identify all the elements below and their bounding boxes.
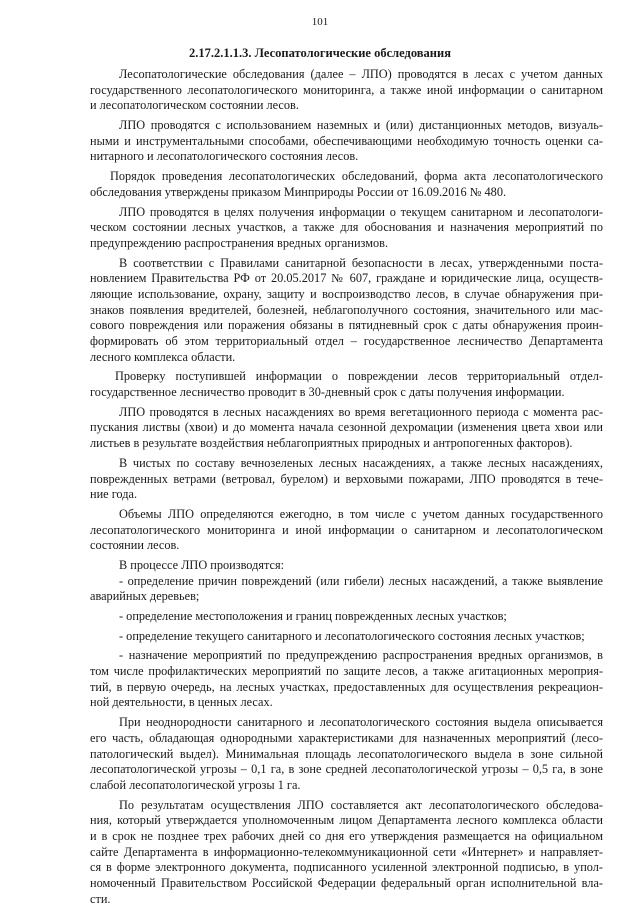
text-line: обследования утверждены приказом Минприроды России от 16.09.2016 № 480. — [90, 184, 507, 199]
paragraph — [90, 205, 603, 252]
paragraph — [90, 256, 603, 366]
text-line: ЛПО проводятся с использованием наземных и (или) дистанционных методов, визуаль- — [119, 118, 603, 133]
text-line: лесопатологической угрозы – 0,1 га, в зоне средней лесопатологической угрозы – 0,5 га, в зоне — [90, 762, 603, 777]
text-line: номоченный Правительством Российской Федерации федеральный орган исполнительной вла- — [90, 876, 603, 890]
paragraph — [90, 507, 603, 554]
text-line: ной деятельности, в ценных лесах. — [90, 695, 273, 710]
text-line: По результатам осуществления ЛПО составляется акт лесопатологического обследова- — [119, 797, 603, 812]
text-line: - определение местоположения и границ поврежденных лесных участков; — [119, 609, 507, 623]
text-line: ляющие использование, охрану, защиту и воспроизводство лесов, в случае обнаружения при- — [90, 286, 603, 301]
text-line: пускания листвы (хвои) и до момента начала сезонной дехромации (изменения цвета хвои или — [90, 420, 603, 435]
paragraph — [90, 405, 603, 452]
section-title: 2.17.2.1.1.3. Лесопатологические обследования — [189, 46, 451, 60]
text-line: поврежденных ветрами (ветровал, бурелом) и верховыми пожарами, ЛПО проводятся в тече- — [90, 471, 603, 486]
text-line: предупреждению распространения вредных организмов. — [90, 235, 389, 250]
text-line: лесопатологического мониторинга и иной информации о санитарном и лесопатологическом — [90, 522, 603, 537]
text-line: состоянии лесов. — [90, 538, 180, 553]
list-item — [90, 629, 603, 645]
text-line: ными и инструментальными способами, обеспечивающими необходимую точность оценки са- — [90, 133, 603, 148]
text-line: патологический выдел). Минимальная площадь лесопатологического выдела в зоне сильной — [90, 746, 603, 761]
text-line: Порядок проведения лесопатологических обследований, форма акта лесопатологического — [110, 169, 603, 184]
text-line: ся в форме электронного документа, подписанного усиленной электронной подписью, в упол- — [90, 860, 603, 875]
text-line: государственное лесничество проводит в 30-дневный срок с даты получения информации. — [90, 385, 565, 400]
paragraph — [90, 715, 603, 793]
text-line: нитарного и лесопатологического состояния лесов. — [90, 149, 359, 164]
text-line: его часть, обладающая однородными характеристиками для назначенных мероприятий (лесо- — [90, 730, 603, 745]
text-line: аварийных деревьев; — [90, 589, 200, 604]
text-line: Объемы ЛПО определяются ежегодно, в том числе с учетом данных государственного — [119, 506, 603, 521]
paragraph — [90, 118, 603, 165]
text-line: В процессе ЛПО производятся: — [119, 557, 285, 572]
text-line: ния, который утверждается уполномоченным лицом Департамента лесного комплекса области — [90, 813, 603, 828]
text-line: - определение причин повреждений (или гибели) лесных насаждений, а также выявление — [119, 573, 603, 588]
text-line: - определение текущего санитарного и лесопатологического состояния лесных участков; — [119, 628, 585, 643]
text-line: - назначение мероприятий по предупреждению распространения вредных организмов, в — [119, 648, 603, 663]
text-line: сового повреждения или поражения обязаны в пятидневный срок с даты обнаружения проин- — [90, 318, 603, 333]
text-line: ческом состоянии лесных участков, а также для обоснования и назначения мероприятий по — [90, 220, 603, 235]
text-line: знаков появления вредителей, болезней, неблагополучного состояния, значительного или мас- — [90, 302, 603, 317]
document-body — [90, 67, 603, 907]
text-line: Лесопатологические обследования (далее – ЛПО) проводятся в лесах с учетом данных — [119, 67, 603, 81]
list-item — [90, 609, 603, 625]
text-line: При неоднородности санитарного и лесопатологического состояния выдела описывается — [119, 715, 603, 730]
text-line: формировать об этом территориальный отдел – государственное лесничество Департамента — [90, 334, 603, 348]
paragraph — [90, 67, 603, 114]
list-item — [90, 648, 603, 711]
text-line: слабой лесопатологической угрозы 1 га. — [90, 777, 301, 792]
text-line: и в срок не позднее трех рабочих дней со дня его утверждения размещается на официальном — [90, 828, 603, 843]
page-number: 101 — [311, 16, 329, 28]
paragraph — [90, 369, 603, 400]
paragraph — [90, 798, 603, 907]
text-line: и лесопатологическом состоянии лесов. — [90, 98, 299, 113]
text-line: том числе профилактических мероприятий по защите лесов, а также агитационных мероприя- — [90, 664, 603, 679]
text-line: сайте Департамента в информационно-телекоммуникационной сети «Интернет» и направляет- — [90, 844, 603, 859]
text-line: ЛПО проводятся в лесных насаждениях во время вегетационного периода с момента рас- — [119, 404, 603, 419]
text-line: ЛПО проводятся в целях получения информации о текущем санитарном и лесопатологи- — [119, 204, 603, 219]
text-line: новлением Правительства РФ от 20.05.2017 № 607, граждане и юридические лица, осуществ- — [90, 271, 603, 286]
text-line: государственного лесопатологического мониторинга, а также иной информации о санитарном — [90, 82, 603, 97]
text-line: ние года. — [90, 487, 138, 502]
text-line: В чистых по составу вечнозеленых лесных насаждениях, а также лесных насаждениях, — [119, 455, 603, 470]
text-line: В соответствии с Правилами санитарной безопасности в лесах, утвержденными поста- — [119, 255, 603, 270]
paragraph — [90, 558, 603, 574]
text-line: сти. — [90, 891, 111, 906]
list-item — [90, 574, 603, 605]
text-line: тий, в первую очередь, на лесных участках, предоставленных для осуществления рекреацион- — [90, 679, 603, 694]
paragraph — [90, 456, 603, 503]
paragraph — [90, 169, 603, 200]
text-line: листьев в результате воздействия неблагоприятных природных и антропогенных факторов). — [90, 436, 573, 451]
text-line: Проверку поступившей информации о повреждении лесов территориальный отдел- — [115, 369, 603, 384]
text-line: лесного комплекса области. — [90, 349, 236, 364]
